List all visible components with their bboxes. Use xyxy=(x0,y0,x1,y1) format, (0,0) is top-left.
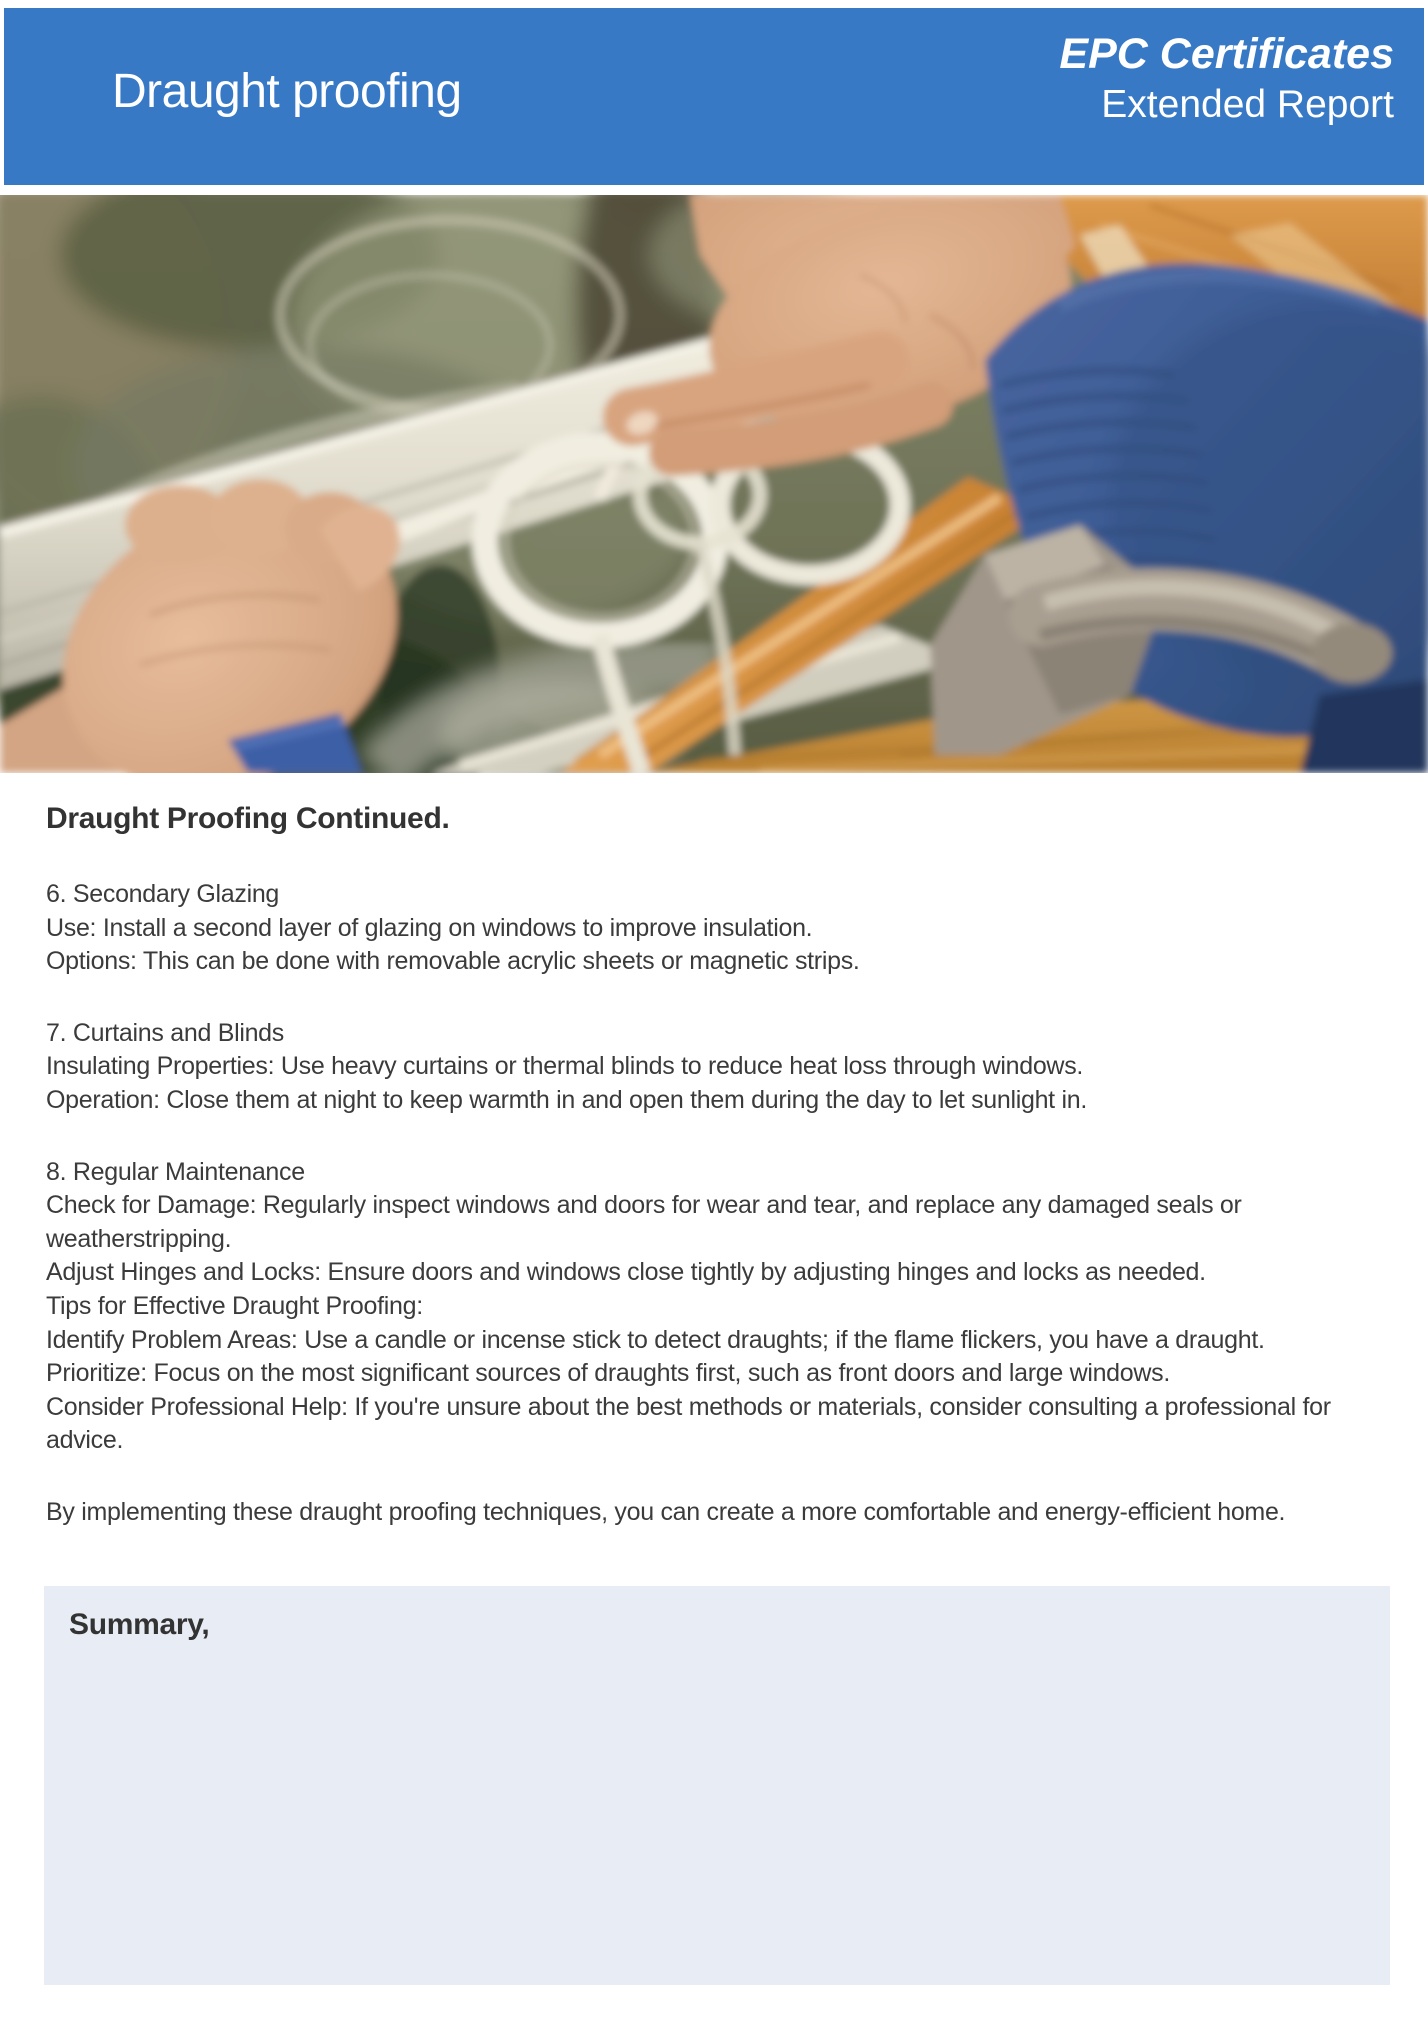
paragraph-regular-maintenance xyxy=(46,1156,1398,1458)
page-title: Draught proofing xyxy=(112,65,462,118)
page-header xyxy=(4,8,1424,185)
hero-image xyxy=(0,195,1428,773)
paragraph-curtains-blinds xyxy=(46,1017,1398,1118)
text-line: Options: This can be done with removable acrylic sheets or magnetic strips. xyxy=(46,947,860,976)
text-line: Adjust Hinges and Locks: Ensure doors and windows close tightly by adjusting hinges and locks as needed. xyxy=(46,1258,1206,1287)
text-line: Insulating Properties: Use heavy curtains or thermal blinds to reduce heat loss through windows. xyxy=(46,1052,1084,1081)
text-line: 7. Curtains and Blinds xyxy=(46,1018,284,1047)
text-line: Operation: Close them at night to keep warmth in and open them during the day to let sunlight in. xyxy=(46,1085,1087,1114)
summary-label: Summary, xyxy=(69,1608,210,1641)
text-line: 8. Regular Maintenance xyxy=(46,1157,305,1186)
hero-illustration xyxy=(0,195,1428,773)
text-line: Prioritize: Focus on the most significant sources of draughts first, such as front doors and large windows. xyxy=(46,1359,1170,1388)
text-line: Consider Professional Help: If you're unsure about the best methods or materials, consider consulting a professional for advice. xyxy=(46,1392,1331,1455)
brand-title: EPC Certificates xyxy=(1059,30,1394,78)
text-line: Check for Damage: Regularly inspect windows and doors for wear and tear, and replace any damaged seals or weatherstripping. xyxy=(46,1191,1242,1253)
article xyxy=(46,800,1398,1530)
brand-subtitle: Extended Report xyxy=(1101,83,1394,126)
text-line: Tips for Effective Draught Proofing: xyxy=(46,1291,423,1320)
text-line: Use: Install a second layer of glazing on windows to improve insulation. xyxy=(46,913,813,942)
paragraph-secondary-glazing xyxy=(46,878,1398,979)
paragraph-closing xyxy=(46,1496,1398,1530)
article-heading: Draught Proofing Continued. xyxy=(46,802,450,835)
text-line: By implementing these draught proofing techniques, you can create a more comfortable and energy-efficient home. xyxy=(46,1497,1286,1526)
brand-block xyxy=(1059,28,1394,130)
text-line: Identify Problem Areas: Use a candle or incense stick to detect draughts; if the flame flickers, you have a draught. xyxy=(46,1325,1265,1354)
text-line: 6. Secondary Glazing xyxy=(46,880,280,908)
summary-panel xyxy=(44,1586,1390,1985)
